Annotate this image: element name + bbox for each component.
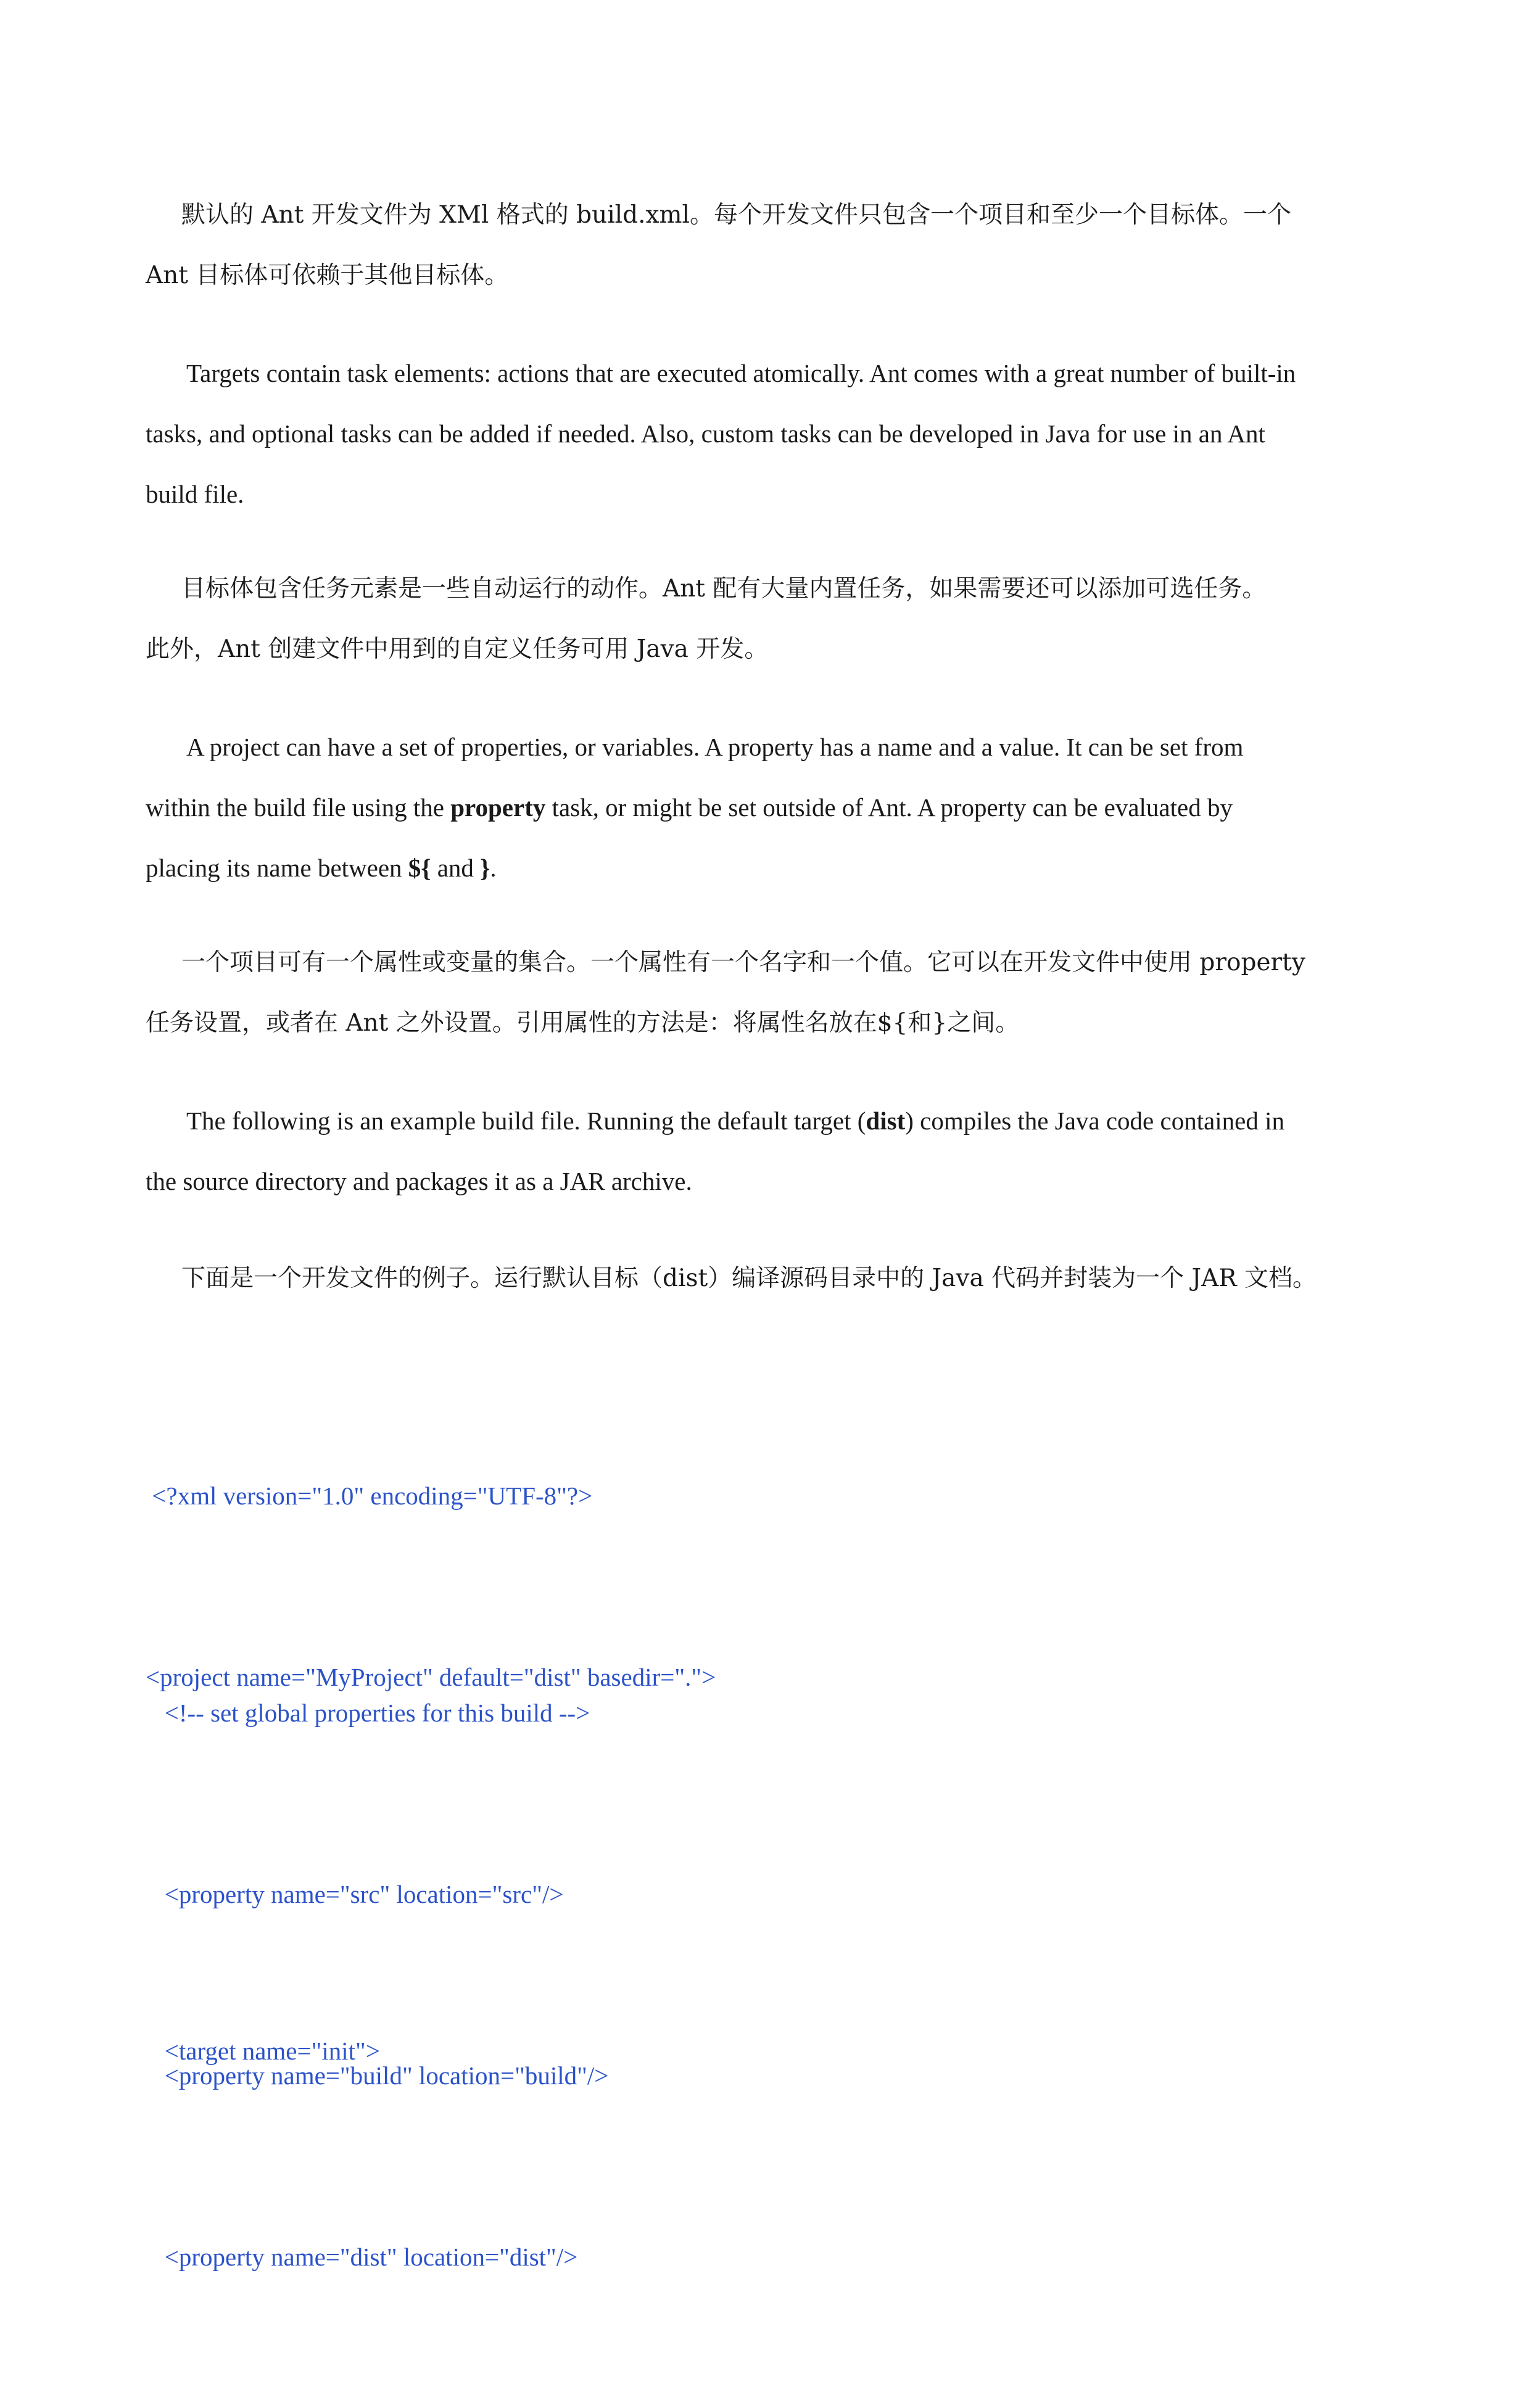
paragraph-properties-en (146, 717, 1392, 898)
paragraph-properties-cn (146, 933, 1392, 1054)
bold-close-brace: } (480, 854, 490, 882)
code-line-property-build: <property name="build" location="build"/> (146, 2061, 609, 2090)
code-line-project-open: <project name="MyProject" default="dist" basedir="."> (146, 1663, 716, 1691)
text-line: 一个项目可有一个属性或变量的集合。一个属性有一个名字和一个值。它可以在开发文件中使用 property (181, 949, 1305, 976)
text-line: 任务设置，或者在 Ant 之外设置。引用属性的方法是：将属性名放在${和}之间。 (146, 1009, 1020, 1037)
text-line: A project can have a set of properties, or variables. A property has a name and a value. It can be set from (186, 733, 1244, 761)
code-line-comment: <!-- set global properties for this build --> (146, 1699, 590, 1727)
text-line (146, 777, 1392, 838)
bold-term-property: property (450, 793, 546, 822)
text-line: 默认的 Ant 开发文件为 XMl 格式的 build.xml。每个开发文件只包含一个项目和至少一个目标体。一个 (181, 201, 1291, 229)
paragraph-ant-build-file-cn (146, 185, 1392, 306)
text-line: Targets contain task elements: actions that are executed atomically. Ant comes with a great number of built-in (186, 359, 1296, 387)
code-block-target (146, 1900, 380, 2202)
code-line-property-dist: <property name="dist" location="dist"/> (146, 2243, 578, 2271)
paragraph-targets-cn (146, 559, 1392, 680)
code-line-xml-declaration: <?xml version="1.0" encoding="UTF-8"?> (146, 1482, 593, 1510)
text-line: 下面是一个开发文件的例子。运行默认目标（dist）编译源码目录中的 Java 代码并封装为一个 JAR 文档。 (181, 1264, 1317, 1292)
paragraph-example-en (146, 1091, 1392, 1211)
text-line: build file. (146, 480, 244, 508)
bold-open-brace: ${ (408, 854, 431, 882)
code-line-target-init: <target name="init"> (146, 2037, 380, 2065)
text-run: and (431, 854, 481, 882)
text-line: the source directory and packages it as a JAR archive. (146, 1167, 692, 1195)
text-line: 此外，Ant 创建文件中用到的自定义任务可用 Java 开发。 (146, 635, 769, 663)
text-run: . (490, 854, 497, 882)
text-line: 目标体包含任务元素是一些自动运行的动作。Ant 配有大量内置任务，如果需要还可以添加可选任务。 (181, 575, 1267, 603)
text-line: tasks, and optional tasks can be added if needed. Also, custom tasks can be developed in Java for use in an Ant (146, 419, 1265, 448)
paragraph-example-cn (146, 1248, 1392, 1309)
text-line (146, 838, 1392, 898)
bold-term-dist: dist (866, 1107, 906, 1135)
text-run: task, or might be set outside of Ant. A property can be evaluated by (545, 793, 1233, 822)
text-run: placing its name between (146, 854, 408, 882)
text-line (146, 1091, 1392, 1151)
code-line-property-src: <property name="src" location="src"/> (146, 1880, 564, 1908)
text-run: The following is an example build file. Running the default target ( (186, 1107, 866, 1135)
text-run: within the build file using the (146, 793, 451, 822)
text-run: ) compiles the Java code contained in (905, 1107, 1285, 1135)
paragraph-targets-en (146, 343, 1392, 524)
text-line: Ant 目标体可依赖于其他目标体。 (146, 262, 509, 289)
